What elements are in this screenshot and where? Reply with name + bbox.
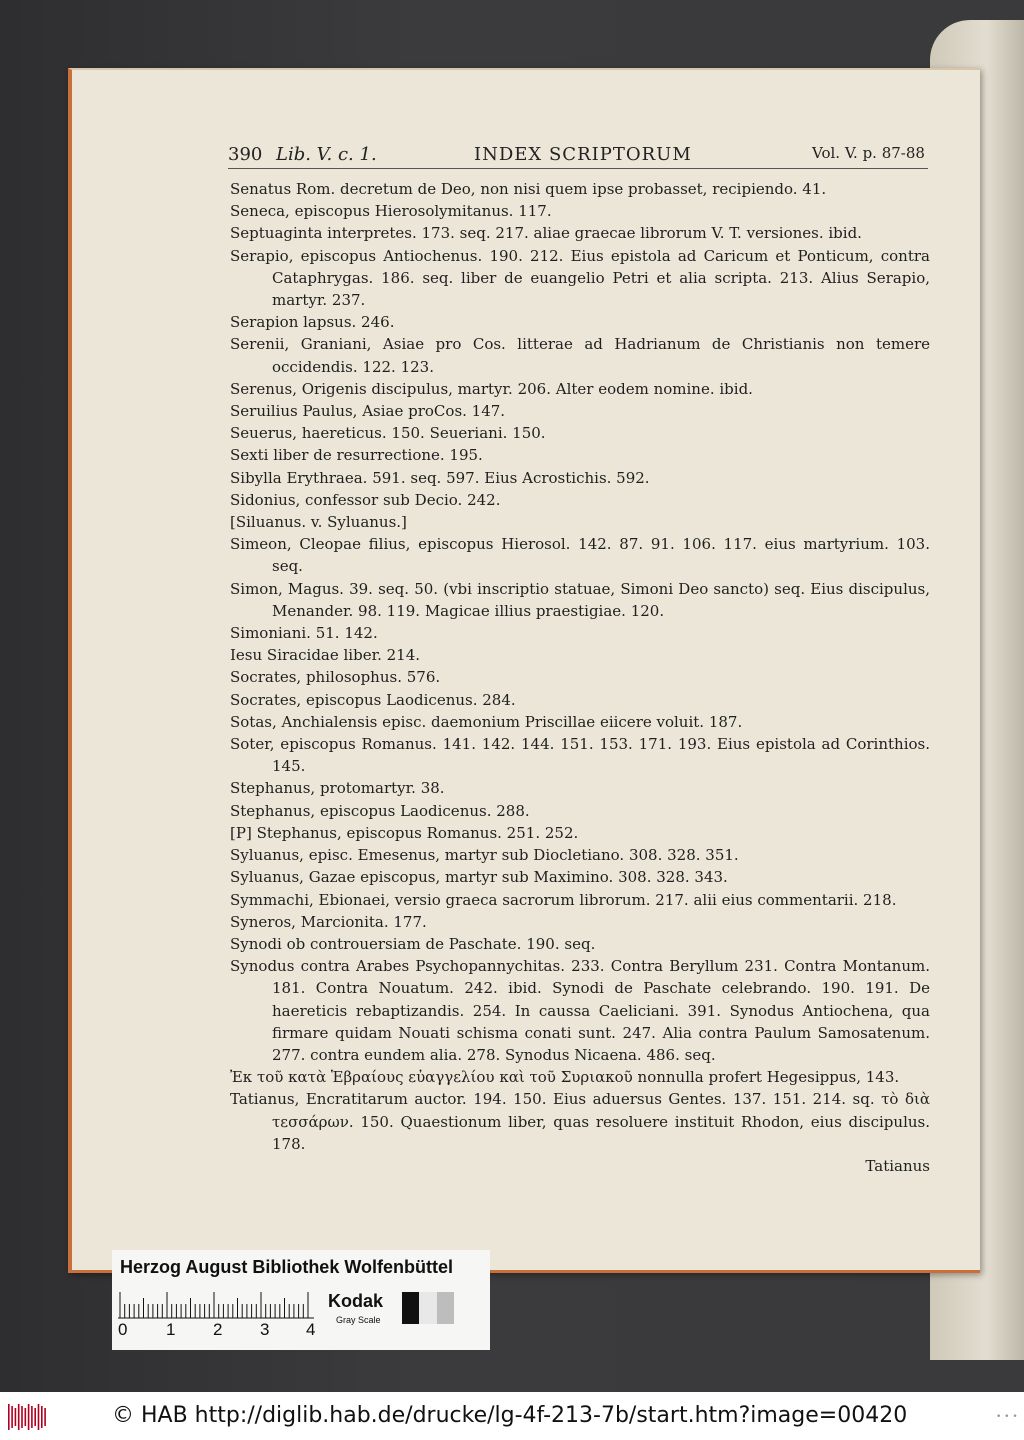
barcode-bar [38,1404,40,1430]
index-entry: Sibylla Erythraea. 591. seq. 597. Eius Acrostichis. 592. [230,468,650,487]
gray-swatches [402,1292,454,1324]
index-entry: Sexti liber de resurrectione. 195. [230,446,483,465]
index-entry: Serapio, episcopus Antiochenus. 190. 212. Eius epistola ad Caricum et Ponticum, contra Cataphrygas. 186. seq. liber de euangelio Petri et alia scripta. 213. Alius Serapio, martyr. 237. [230,246,930,310]
index-entry: Stephanus, episcopus Laodicenus. 288. [230,801,530,820]
index-entry: Simeon, Cleopae filius, episcopus Hierosol. 142. 87. 91. 106. 117. eius martyrium. 103. seq. [230,535,930,576]
copyright-link[interactable]: © HAB http://diglib.hab.de/drucke/lg-4f-213-7b/start.htm?image=00420 [112,1403,908,1428]
header-rule [228,168,928,169]
kodak-brand: Kodak [328,1291,384,1311]
index-entry: Serenus, Origenis discipulus, martyr. 206. Alter eodem nomine. ibid. [230,379,753,398]
index-entry: Serenii, Graniani, Asiae pro Cos. litterae ad Hadrianum de Christianis non temere occidendis. 122. 123. [230,335,930,376]
barcode-bar [31,1406,33,1428]
index-entry: Seneca, episcopus Hierosolymitanus. 117. [230,202,552,221]
volume-reference: Vol. V. p. 87-88 [812,144,925,162]
barcode-bar [41,1406,43,1428]
barcode-bar [21,1406,23,1428]
index-entry: Septuaginta interpretes. 173. seq. 217. aliae graecae librorum V. T. versiones. ibid. [230,224,862,243]
barcode-bar [18,1404,20,1430]
index-entry: Serapion lapsus. 246. [230,313,395,332]
library-name: Herzog August Bibliothek Wolfenbüttel [120,1257,453,1277]
index-entry: [P] Stephanus, episcopus Romanus. 251. 252. [230,823,579,842]
ruler-number: 3 [260,1320,270,1339]
gray-swatch [402,1292,419,1324]
barcode-bar [34,1408,36,1426]
index-entry: Simoniani. 51. 142. [230,624,378,643]
index-entry: Socrates, episcopus Laodicenus. 284. [230,690,516,709]
index-entry: Seuerus, haereticus. 150. Seueriani. 150. [230,424,546,443]
book-reference: Lib. V. c. 1. [276,144,377,165]
scale-ruler [118,1290,314,1320]
page-number: 390 [228,144,263,165]
index-entry: Socrates, philosophus. 576. [230,668,441,687]
ruler-number: 0 [118,1320,128,1339]
index-entry: Soter, episcopus Romanus. 141. 142. 144. 151. 153. 171. 193. Eius epistola ad Corinthios. 145. [230,735,930,776]
index-entry: Iesu Siracidae liber. 214. [230,646,421,665]
index-entry: Stephanus, protomartyr. 38. [230,779,445,798]
gray-scale-label: Gray Scale [336,1315,381,1325]
barcode-bar [11,1406,13,1428]
gray-swatch [437,1292,454,1324]
index-entry: Ἐκ τοῦ κατὰ Ἑβραίους εὐαγγελίου καὶ τοῦ Συριακοῦ nonnulla profert Hegesippus, 143. [230,1068,900,1087]
index-entry: Syluanus, episc. Emesenus, martyr sub Diocletiano. 308. 328. 351. [230,846,739,865]
footer-dots: • • • [996,1412,1018,1422]
barcode-bar [28,1404,30,1430]
barcode-bar [25,1408,27,1426]
running-header [228,144,928,170]
ruler-number: 2 [213,1320,223,1339]
index-entry: Sidonius, confessor sub Decio. 242. [230,490,501,509]
barcode-bar [44,1408,46,1426]
index-entry: Senatus Rom. decretum de Deo, non nisi quem ipse probasset, recipiendo. 41. [230,180,827,198]
index-entry: Syluanus, Gazae episcopus, martyr sub Maximino. 308. 328. 343. [230,868,728,887]
barcode-bar [15,1408,17,1426]
index-entry: Simon, Magus. 39. seq. 50. (vbi inscriptio statuae, Simoni Deo sancto) seq. Eius discipulus, Menander. 98. 119. Magicae illius praestigiae. 120. [230,579,930,620]
catchword: Tatianus [865,1156,930,1175]
index-entry: Synodi ob controuersiam de Paschate. 190. seq. [230,934,596,953]
index-entries [230,178,930,1177]
ruler-number: 4 [306,1320,316,1339]
barcode-bar [8,1404,10,1430]
index-entry: [Siluanus. v. Syluanus.] [230,513,407,532]
index-entry: Tatianus, Encratitarum auctor. 194. 150. Eius aduersus Gentes. 137. 151. 214. sq. τὸ διὰ τεσσάρων. 150. Quaestionum liber, quas resoluere instituit Rhodon, eius discipulus. 178. [230,1090,930,1153]
index-entry: Symmachi, Ebionaei, versio graeca sacrorum librorum. 217. alii eius commentarii. 218. [230,890,897,909]
index-entry: Syneros, Marcionita. 177. [230,912,427,931]
index-entry: Synodus contra Arabes Psychopannychitas. 233. Contra Beryllum 231. Contra Montanum. 181. Contra Nouatum. 242. ibid. Synodi de Paschate celebrando. 190. 191. De haereticis rebaptizandis. 254. In caussa Caeliciani. 391. Synodus Antiochena, qua firmare quidam Nouati schisma conati sunt. 247. Alia contra Paulum Samosatenum. 277. contra eundem alia. 278. Synodus Nicaena. 486. seq. [230,957,930,1064]
index-entry: Seruilius Paulus, Asiae proCos. 147. [230,402,506,421]
ruler-number: 1 [166,1320,176,1339]
index-entry: Sotas, Anchialensis episc. daemonium Priscillae eiicere voluit. 187. [230,712,743,731]
gray-swatch [419,1292,436,1324]
page-title: INDEX SCRIPTORUM [474,144,692,165]
hab-barcode-icon [8,1404,48,1430]
